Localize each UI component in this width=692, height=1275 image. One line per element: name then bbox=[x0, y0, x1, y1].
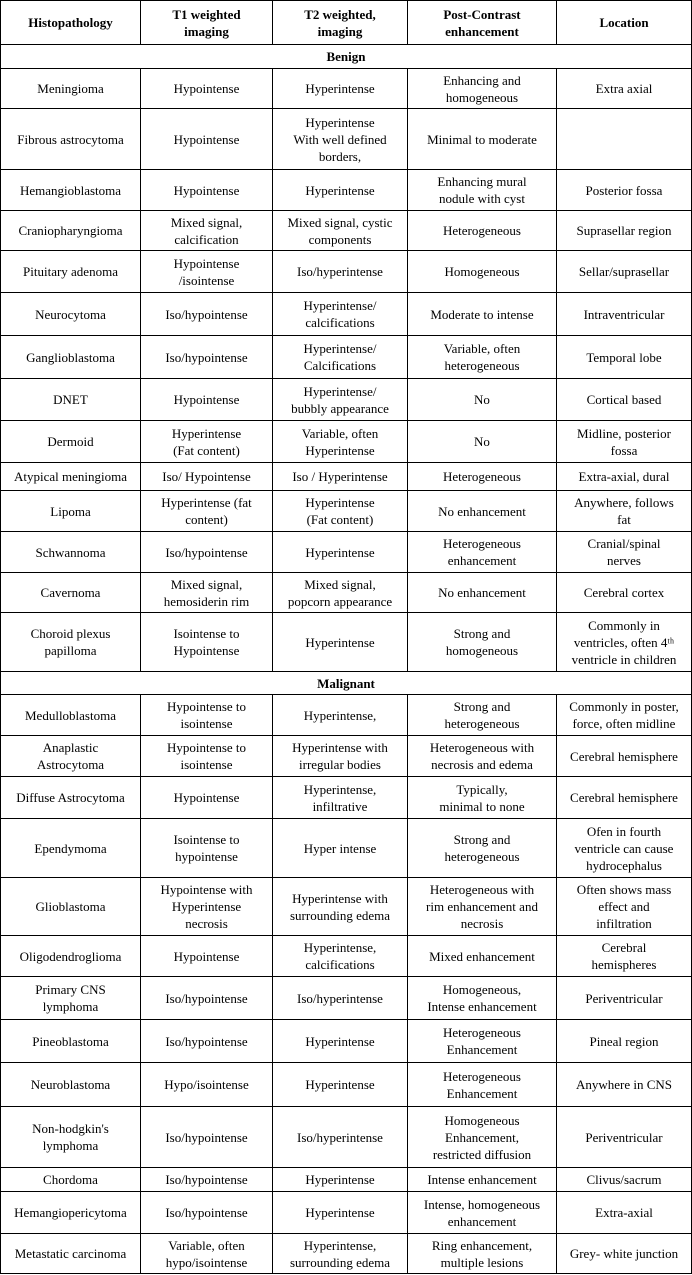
table-row bbox=[1, 69, 692, 109]
cell-location: Cerebral cortex bbox=[557, 573, 692, 613]
table-row bbox=[1, 695, 692, 736]
table-row bbox=[1, 109, 692, 170]
cell-post-contrast: Heterogeneous with necrosis and edema bbox=[408, 736, 557, 777]
cell-t2: Hyperintense/ Calcifications bbox=[273, 336, 408, 379]
cell-t2: Hyperintense, surrounding edema bbox=[273, 1234, 408, 1274]
table-row bbox=[1, 421, 692, 463]
table-row bbox=[1, 1192, 692, 1234]
cell-t2: Hyperintense bbox=[273, 1192, 408, 1234]
cell-t2: Iso/hyperintense bbox=[273, 977, 408, 1020]
cell-histopathology: Hemangiopericytoma bbox=[1, 1192, 141, 1234]
header-post-contrast: Post-Contrast enhancement bbox=[408, 1, 557, 45]
cell-location: Cerebral hemisphere bbox=[557, 736, 692, 777]
cell-t1: Iso/hypointense bbox=[141, 1168, 273, 1192]
cell-location: Pineal region bbox=[557, 1020, 692, 1063]
cell-location: Anywhere, follows fat bbox=[557, 491, 692, 532]
cell-t2: Hyperintense, infiltrative bbox=[273, 777, 408, 819]
table-row bbox=[1, 1234, 692, 1274]
cell-post-contrast: Heterogeneous with rim enhancement and necrosis bbox=[408, 878, 557, 936]
table-row bbox=[1, 491, 692, 532]
cell-histopathology: Meningioma bbox=[1, 69, 141, 109]
cell-t1: Iso/hypointense bbox=[141, 1107, 273, 1168]
cell-location: Cerebral hemisphere bbox=[557, 777, 692, 819]
cell-post-contrast: Homogeneous Enhancement, restricted diffusion bbox=[408, 1107, 557, 1168]
cell-t1: Hypointense to isointense bbox=[141, 695, 273, 736]
cell-post-contrast: Intense, homogeneous enhancement bbox=[408, 1192, 557, 1234]
table-row bbox=[1, 463, 692, 491]
cell-location: Clivus/sacrum bbox=[557, 1168, 692, 1192]
cell-t2: Mixed signal, popcorn appearance bbox=[273, 573, 408, 613]
cell-t1: Hypointense bbox=[141, 379, 273, 421]
cell-t1: Hypointense bbox=[141, 69, 273, 109]
cell-post-contrast: No enhancement bbox=[408, 573, 557, 613]
cell-t1: Hypointense /isointense bbox=[141, 251, 273, 293]
cell-location: Suprasellar region bbox=[557, 211, 692, 251]
cell-histopathology: Fibrous astrocytoma bbox=[1, 109, 141, 170]
cell-histopathology: Choroid plexus papilloma bbox=[1, 613, 141, 672]
cell-t1: Hypointense with Hyperintense necrosis bbox=[141, 878, 273, 936]
cell-location: Sellar/suprasellar bbox=[557, 251, 692, 293]
cell-histopathology: Craniopharyngioma bbox=[1, 211, 141, 251]
table-row bbox=[1, 936, 692, 977]
cell-post-contrast: Heterogeneous Enhancement bbox=[408, 1063, 557, 1107]
cell-t2: Hyperintense with surrounding edema bbox=[273, 878, 408, 936]
cell-t2: Mixed signal, cystic components bbox=[273, 211, 408, 251]
cell-t1: Iso/hypointense bbox=[141, 1020, 273, 1063]
cell-location: Cranial/spinal nerves bbox=[557, 532, 692, 573]
cell-t1: Hypo/isointense bbox=[141, 1063, 273, 1107]
section-title: Malignant bbox=[1, 672, 692, 695]
cell-t2: Iso/hyperintense bbox=[273, 251, 408, 293]
cell-t1: Iso/hypointense bbox=[141, 336, 273, 379]
cell-post-contrast: Moderate to intense bbox=[408, 293, 557, 336]
cell-location: Extra-axial bbox=[557, 1192, 692, 1234]
cell-t1: Hypointense to isointense bbox=[141, 736, 273, 777]
cell-location: Cerebral hemispheres bbox=[557, 936, 692, 977]
cell-t2: Hyperintense bbox=[273, 1168, 408, 1192]
table-body bbox=[1, 45, 692, 1274]
table-row bbox=[1, 170, 692, 211]
cell-post-contrast: Mixed enhancement bbox=[408, 936, 557, 977]
cell-t1: Iso/hypointense bbox=[141, 532, 273, 573]
cell-post-contrast: Enhancing mural nodule with cyst bbox=[408, 170, 557, 211]
cell-t2: Hyperintense bbox=[273, 69, 408, 109]
cell-histopathology: Pituitary adenoma bbox=[1, 251, 141, 293]
cell-histopathology: Atypical meningioma bbox=[1, 463, 141, 491]
cell-histopathology: Neuroblastoma bbox=[1, 1063, 141, 1107]
cell-t2: Hyperintense bbox=[273, 532, 408, 573]
cell-t2: Hyperintense bbox=[273, 1020, 408, 1063]
cell-t2: Hyperintense (Fat content) bbox=[273, 491, 408, 532]
cell-histopathology: Primary CNS lymphoma bbox=[1, 977, 141, 1020]
cell-t2: Hyperintense With well defined borders, bbox=[273, 109, 408, 170]
cell-histopathology: Chordoma bbox=[1, 1168, 141, 1192]
cell-t1: Isointense to hypointense bbox=[141, 819, 273, 878]
cell-t1: Hypointense bbox=[141, 936, 273, 977]
table-row bbox=[1, 379, 692, 421]
header-row bbox=[1, 1, 692, 45]
cell-t1: Iso/hypointense bbox=[141, 293, 273, 336]
table-row bbox=[1, 336, 692, 379]
cell-post-contrast: Ring enhancement, multiple lesions bbox=[408, 1234, 557, 1274]
cell-post-contrast: Intense enhancement bbox=[408, 1168, 557, 1192]
cell-histopathology: Oligodendroglioma bbox=[1, 936, 141, 977]
cell-histopathology: Lipoma bbox=[1, 491, 141, 532]
cell-histopathology: Cavernoma bbox=[1, 573, 141, 613]
table-row bbox=[1, 977, 692, 1020]
cell-location: Grey- white junction bbox=[557, 1234, 692, 1274]
cell-post-contrast: Heterogeneous bbox=[408, 463, 557, 491]
cell-t1: Mixed signal, calcification bbox=[141, 211, 273, 251]
cell-post-contrast: No enhancement bbox=[408, 491, 557, 532]
cell-post-contrast: No bbox=[408, 421, 557, 463]
cell-histopathology: Schwannoma bbox=[1, 532, 141, 573]
table-row bbox=[1, 1168, 692, 1192]
cell-t2: Hyperintense bbox=[273, 170, 408, 211]
header-location: Location bbox=[557, 1, 692, 45]
cell-t2: Iso / Hyperintense bbox=[273, 463, 408, 491]
cell-histopathology: Pineoblastoma bbox=[1, 1020, 141, 1063]
cell-histopathology: Non-hodgkin's lymphoma bbox=[1, 1107, 141, 1168]
cell-t2: Hyper intense bbox=[273, 819, 408, 878]
table-row bbox=[1, 573, 692, 613]
cell-t2: Hyperintense/ bubbly appearance bbox=[273, 379, 408, 421]
cell-location bbox=[557, 109, 692, 170]
header-t1: T1 weighted imaging bbox=[141, 1, 273, 45]
cell-t1: Hyperintense (Fat content) bbox=[141, 421, 273, 463]
cell-t1: Iso/hypointense bbox=[141, 1192, 273, 1234]
cell-location: Temporal lobe bbox=[557, 336, 692, 379]
cell-location: Periventricular bbox=[557, 1107, 692, 1168]
cell-post-contrast: Heterogeneous Enhancement bbox=[408, 1020, 557, 1063]
cell-location: Often shows mass effect and infiltration bbox=[557, 878, 692, 936]
section-row bbox=[1, 45, 692, 69]
cell-t1: Iso/hypointense bbox=[141, 977, 273, 1020]
cell-t2: Hyperintense bbox=[273, 1063, 408, 1107]
cell-t2: Hyperintense/ calcifications bbox=[273, 293, 408, 336]
table-row bbox=[1, 532, 692, 573]
cell-post-contrast: Heterogeneous enhancement bbox=[408, 532, 557, 573]
table-row bbox=[1, 819, 692, 878]
cell-t2: Hyperintense, bbox=[273, 695, 408, 736]
cell-post-contrast: Strong and homogeneous bbox=[408, 613, 557, 672]
cell-post-contrast: Typically, minimal to none bbox=[408, 777, 557, 819]
header-t2: T2 weighted, imaging bbox=[273, 1, 408, 45]
cell-histopathology: Medulloblastoma bbox=[1, 695, 141, 736]
cell-t1: Mixed signal, hemosiderin rim bbox=[141, 573, 273, 613]
cell-post-contrast: Homogeneous bbox=[408, 251, 557, 293]
cell-t2: Iso/hyperintense bbox=[273, 1107, 408, 1168]
table-row bbox=[1, 211, 692, 251]
cell-t1: Iso/ Hypointense bbox=[141, 463, 273, 491]
cell-t1: Hypointense bbox=[141, 170, 273, 211]
cell-post-contrast: Strong and heterogeneous bbox=[408, 695, 557, 736]
table-row bbox=[1, 293, 692, 336]
cell-histopathology: Ependymoma bbox=[1, 819, 141, 878]
cell-histopathology: DNET bbox=[1, 379, 141, 421]
cell-location: Intraventricular bbox=[557, 293, 692, 336]
cell-post-contrast: Enhancing and homogeneous bbox=[408, 69, 557, 109]
cell-t1: Hyperintense (fat content) bbox=[141, 491, 273, 532]
cell-post-contrast: No bbox=[408, 379, 557, 421]
section-title: Benign bbox=[1, 45, 692, 69]
cell-location: Posterior fossa bbox=[557, 170, 692, 211]
cell-post-contrast: Homogeneous, Intense enhancement bbox=[408, 977, 557, 1020]
cell-t1: Hypointense bbox=[141, 777, 273, 819]
cell-location: Anywhere in CNS bbox=[557, 1063, 692, 1107]
cell-t2: Hyperintense with irregular bodies bbox=[273, 736, 408, 777]
cell-post-contrast: Variable, often heterogeneous bbox=[408, 336, 557, 379]
cell-histopathology: Neurocytoma bbox=[1, 293, 141, 336]
cell-histopathology: Ganglioblastoma bbox=[1, 336, 141, 379]
cell-t2: Hyperintense, calcifications bbox=[273, 936, 408, 977]
cell-location: Commonly in poster, force, often midline bbox=[557, 695, 692, 736]
cell-histopathology: Metastatic carcinoma bbox=[1, 1234, 141, 1274]
cell-location: Cortical based bbox=[557, 379, 692, 421]
cell-histopathology: Anaplastic Astrocytoma bbox=[1, 736, 141, 777]
table-row bbox=[1, 251, 692, 293]
table-row bbox=[1, 736, 692, 777]
cell-histopathology: Dermoid bbox=[1, 421, 141, 463]
cell-location: Commonly in ventricles, often 4ᵗʰ ventricle in children bbox=[557, 613, 692, 672]
cell-histopathology: Diffuse Astrocytoma bbox=[1, 777, 141, 819]
section-row bbox=[1, 672, 692, 695]
cell-location: Midline, posterior fossa bbox=[557, 421, 692, 463]
cell-post-contrast: Minimal to moderate bbox=[408, 109, 557, 170]
cell-histopathology: Glioblastoma bbox=[1, 878, 141, 936]
cell-t1: Hypointense bbox=[141, 109, 273, 170]
table-row bbox=[1, 1020, 692, 1063]
header-histopathology: Histopathology bbox=[1, 1, 141, 45]
cell-t2: Hyperintense bbox=[273, 613, 408, 672]
cell-post-contrast: Heterogeneous bbox=[408, 211, 557, 251]
cell-location: Periventricular bbox=[557, 977, 692, 1020]
cell-location: Ofen in fourth ventricle can cause hydrocephalus bbox=[557, 819, 692, 878]
table-row bbox=[1, 777, 692, 819]
cell-t1: Isointense to Hypointense bbox=[141, 613, 273, 672]
table-row bbox=[1, 1107, 692, 1168]
table-row bbox=[1, 613, 692, 672]
cell-post-contrast: Strong and heterogeneous bbox=[408, 819, 557, 878]
cell-t1: Variable, often hypo/isointense bbox=[141, 1234, 273, 1274]
cell-histopathology: Hemangioblastoma bbox=[1, 170, 141, 211]
table-row bbox=[1, 878, 692, 936]
cell-location: Extra axial bbox=[557, 69, 692, 109]
table-row bbox=[1, 1063, 692, 1107]
cell-location: Extra-axial, dural bbox=[557, 463, 692, 491]
cell-t2: Variable, often Hyperintense bbox=[273, 421, 408, 463]
